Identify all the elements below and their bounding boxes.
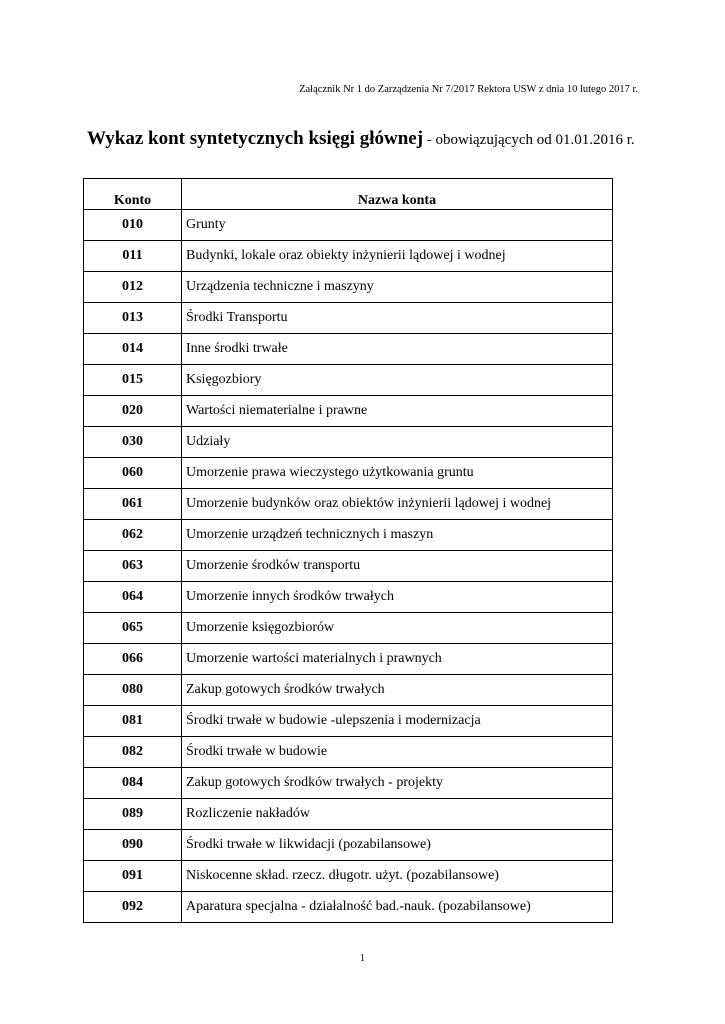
account-code: 010 [84, 210, 182, 241]
accounts-table [83, 178, 613, 923]
account-code: 063 [84, 551, 182, 582]
document-title [87, 128, 635, 150]
account-code: 089 [84, 799, 182, 830]
account-name: Rozliczenie nakładów [182, 799, 613, 830]
table-header-row [84, 179, 613, 210]
table-row [84, 303, 613, 334]
account-name: Udziały [182, 427, 613, 458]
page-number: 1 [360, 953, 365, 964]
column-header-nazwa: Nazwa konta [182, 179, 613, 210]
table-row [84, 799, 613, 830]
account-code: 066 [84, 644, 182, 675]
account-name: Wartości niematerialne i prawne [182, 396, 613, 427]
table-row [84, 551, 613, 582]
table-row [84, 489, 613, 520]
table-row [84, 427, 613, 458]
account-code: 013 [84, 303, 182, 334]
account-code: 061 [84, 489, 182, 520]
account-name: Umorzenie prawa wieczystego użytkowania gruntu [182, 458, 613, 489]
table-row [84, 830, 613, 861]
account-code: 064 [84, 582, 182, 613]
account-name: Niskocenne skład. rzecz. długotr. użyt. (pozabilansowe) [182, 861, 613, 892]
document-title-sub: - obowiązujących od 01.01.2016 r. [423, 132, 635, 148]
account-name: Umorzenie księgozbiorów [182, 613, 613, 644]
account-name: Umorzenie urządzeń technicznych i maszyn [182, 520, 613, 551]
account-code: 080 [84, 675, 182, 706]
table-row [84, 768, 613, 799]
account-code: 082 [84, 737, 182, 768]
account-code: 065 [84, 613, 182, 644]
account-name: Środki trwałe w likwidacji (pozabilansowe) [182, 830, 613, 861]
account-code: 091 [84, 861, 182, 892]
account-name: Umorzenie środków transportu [182, 551, 613, 582]
table-row [84, 892, 613, 923]
account-name: Aparatura specjalna - działalność bad.-nauk. (pozabilansowe) [182, 892, 613, 923]
account-name: Inne środki trwałe [182, 334, 613, 365]
account-code: 014 [84, 334, 182, 365]
header-note: Załącznik Nr 1 do Zarządzenia Nr 7/2017 Rektora USW z dnia 10 lutego 2017 r. [299, 84, 638, 95]
account-code: 011 [84, 241, 182, 272]
table-row [84, 458, 613, 489]
table-row [84, 737, 613, 768]
table-row [84, 272, 613, 303]
table-row [84, 613, 613, 644]
account-code: 030 [84, 427, 182, 458]
account-code: 092 [84, 892, 182, 923]
table-row [84, 861, 613, 892]
account-code: 084 [84, 768, 182, 799]
account-code: 081 [84, 706, 182, 737]
table-row [84, 582, 613, 613]
account-code: 012 [84, 272, 182, 303]
table-row [84, 644, 613, 675]
account-name: Zakup gotowych środków trwałych [182, 675, 613, 706]
account-name: Zakup gotowych środków trwałych - projekty [182, 768, 613, 799]
table-row [84, 334, 613, 365]
account-name: Umorzenie budynków oraz obiektów inżynierii lądowej i wodnej [182, 489, 613, 520]
account-name: Budynki, lokale oraz obiekty inżynierii lądowej i wodnej [182, 241, 613, 272]
account-code: 015 [84, 365, 182, 396]
account-name: Umorzenie innych środków trwałych [182, 582, 613, 613]
table-row [84, 675, 613, 706]
account-code: 090 [84, 830, 182, 861]
table-row [84, 520, 613, 551]
account-code: 060 [84, 458, 182, 489]
column-header-konto: Konto [84, 179, 182, 210]
table-row [84, 396, 613, 427]
account-code: 020 [84, 396, 182, 427]
account-name: Urządzenia techniczne i maszyny [182, 272, 613, 303]
account-name: Księgozbiory [182, 365, 613, 396]
table-row [84, 241, 613, 272]
account-name: Środki trwałe w budowie -ulepszenia i modernizacja [182, 706, 613, 737]
table-row [84, 210, 613, 241]
table-row [84, 706, 613, 737]
document-title-main: Wykaz kont syntetycznych księgi głównej [87, 128, 424, 149]
account-name: Środki trwałe w budowie [182, 737, 613, 768]
account-code: 062 [84, 520, 182, 551]
table-row [84, 365, 613, 396]
account-name: Grunty [182, 210, 613, 241]
account-name: Środki Transportu [182, 303, 613, 334]
account-name: Umorzenie wartości materialnych i prawnych [182, 644, 613, 675]
